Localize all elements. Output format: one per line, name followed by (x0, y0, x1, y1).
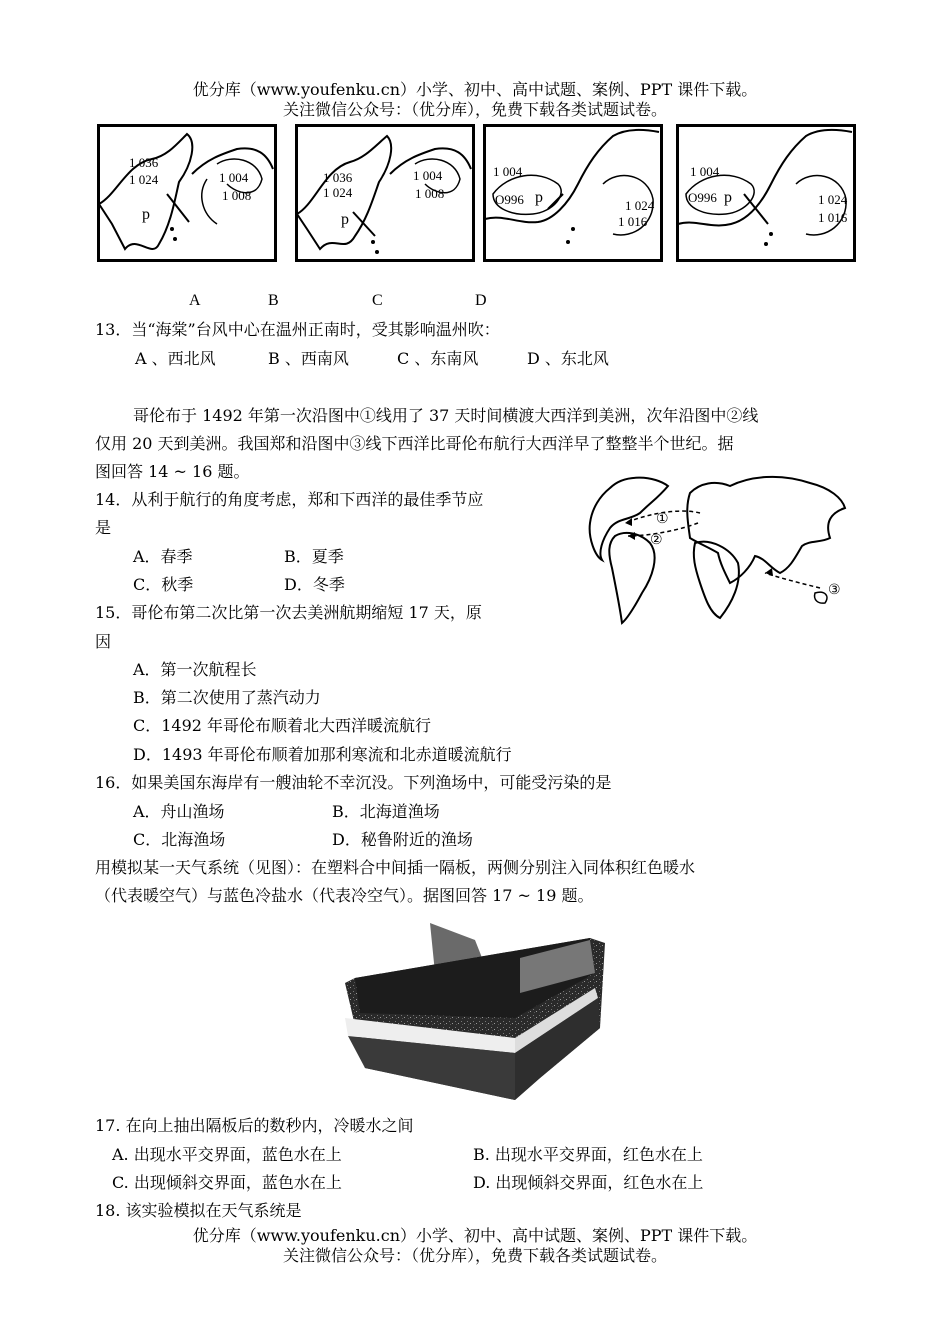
q15-option-c: C．1492 年哥伦布顺着北大西洋暖流航行 (133, 716, 432, 735)
map-b-isobar-4: 1 008 (415, 186, 445, 201)
route-label-3: ③ (828, 582, 841, 598)
weather-map-b (295, 124, 475, 262)
q14-option-a: A．春季 (133, 547, 193, 566)
experiment-tank-image (340, 918, 610, 1100)
map-c-isobar-1: 1 004 (493, 164, 523, 179)
map-a-isobar-1: 1 036 (129, 155, 159, 170)
map-c-isobar-2: O996 (495, 192, 524, 207)
map-b-isobar-1: 1 036 (323, 170, 353, 185)
q17-option-c: C. 出现倾斜交界面，蓝色水在上 (112, 1173, 342, 1192)
q14-option-b: B．夏季 (284, 547, 344, 566)
q14-option-d: D．冬季 (284, 575, 345, 594)
map-d-isobar-1: 1 004 (690, 164, 720, 179)
q14-stem-line-1: 14．从利于航行的角度考虑，郑和下西洋的最佳季节应 (95, 490, 484, 509)
q17-option-a: A. 出现水平交界面，蓝色水在上 (112, 1145, 342, 1164)
q13-stem: 13．当“海棠”台风中心在温州正南时，受其影响温州吹： (95, 320, 500, 339)
map-a-isobar-2: 1 024 (129, 172, 159, 187)
q16-stem: 16．如果美国东海岸有一艘油轮不幸沉没。下列渔场中，可能受污染的是 (95, 773, 612, 792)
q14-option-c: C．秋季 (133, 575, 194, 594)
footer-line-1: 优分库（www.youfenku.cn）小学、初中、高中试题、案例、PPT 课件下载。 (192, 1226, 758, 1245)
q13-option-c: C 、东南风 (397, 349, 479, 368)
q15-option-a: A．第一次航程长 (133, 660, 257, 679)
map-c-isobar-3: 1 024 (625, 198, 655, 213)
map-a-p: p (142, 206, 150, 223)
q15-stem-line-2: 因 (95, 632, 112, 651)
q15-stem-line-1: 15．哥伦布第二次比第一次去美洲航期缩短 17 天，原 (95, 603, 482, 622)
q13-option-b: B 、西南风 (268, 349, 349, 368)
q17-option-d: D. 出现倾斜交界面，红色水在上 (473, 1173, 704, 1192)
footer-line-2: 关注微信公众号：（优分库），免费下载各类试题试卷。 (282, 1246, 667, 1265)
q14-stem-line-2: 是 (95, 518, 112, 537)
q16-option-a: A．舟山渔场 (133, 802, 225, 821)
header-line-1: 优分库（www.youfenku.cn）小学、初中、高中试题、案例、PPT 课件下载。 (192, 80, 758, 99)
map-b-isobar-3: 1 004 (413, 168, 443, 183)
q13-option-a: A 、西北风 (135, 349, 216, 368)
map-b-isobar-2: 1 024 (323, 185, 353, 200)
voyage-route-map (580, 468, 855, 628)
weather-map-a (97, 124, 277, 262)
header-line-2: 关注微信公众号：（优分库），免费下载各类试题试卷。 (282, 100, 667, 119)
map-c-p: p (535, 189, 543, 206)
q16-option-c: C．北海渔场 (133, 830, 226, 849)
map-c-isobar-4: 1 016 (618, 214, 648, 229)
map-d-isobar-3: 1 024 (818, 192, 848, 207)
q17-stem: 17. 在向上抽出隔板后的数秒内，冷暖水之间 (95, 1116, 414, 1135)
q15-option-b: B．第二次使用了蒸汽动力 (133, 688, 321, 707)
map-d-isobar-2: O996 (688, 190, 717, 205)
route-label-2: ② (650, 532, 663, 548)
map-label-b: B (268, 292, 279, 309)
map-a-isobar-4: 1 008 (222, 188, 252, 203)
weather-map-d (676, 124, 856, 262)
q17-option-b: B. 出现水平交界面，红色水在上 (473, 1145, 703, 1164)
passage-experiment-line-2: （代表暖空气）与蓝色冷盐水（代表冷空气）。据图回答 17 ~ 19 题。 (95, 886, 594, 905)
passage-experiment-line-1: 用模拟某一天气系统（见图）：在塑料合中间插一隔板，两侧分别注入同体积红色暖水 (95, 858, 696, 877)
passage-columbus-line-2: 仅用 20 天到美洲。我国郑和沿图中③线下西洋比哥伦布航行大西洋早了整整半个世纪。据 (95, 434, 734, 453)
map-d-isobar-4: 1 016 (818, 210, 848, 225)
map-label-d: D (475, 292, 487, 309)
q18-stem: 18. 该实验模拟在天气系统是 (95, 1201, 302, 1220)
q13-option-d: D 、东北风 (527, 349, 609, 368)
map-label-c: C (372, 292, 383, 309)
map-d-p: p (724, 189, 732, 206)
q16-option-d: D．秘鲁附近的渔场 (332, 830, 473, 849)
passage-columbus-line-3: 图回答 14 ~ 16 题。 (95, 462, 250, 481)
weather-map-c (483, 124, 663, 262)
passage-columbus-line-1: 哥伦布于 1492 年第一次沿图中①线用了 37 天时间横渡大西洋到美洲，次年沿图中②线 (133, 406, 759, 425)
q16-option-b: B．北海道渔场 (332, 802, 440, 821)
map-b-p: p (341, 211, 349, 228)
map-a-isobar-3: 1 004 (219, 170, 249, 185)
route-label-1: ① (656, 511, 669, 527)
map-label-a: A (189, 292, 201, 309)
q15-option-d: D．1493 年哥伦布顺着加那利寒流和北赤道暖流航行 (133, 745, 512, 764)
